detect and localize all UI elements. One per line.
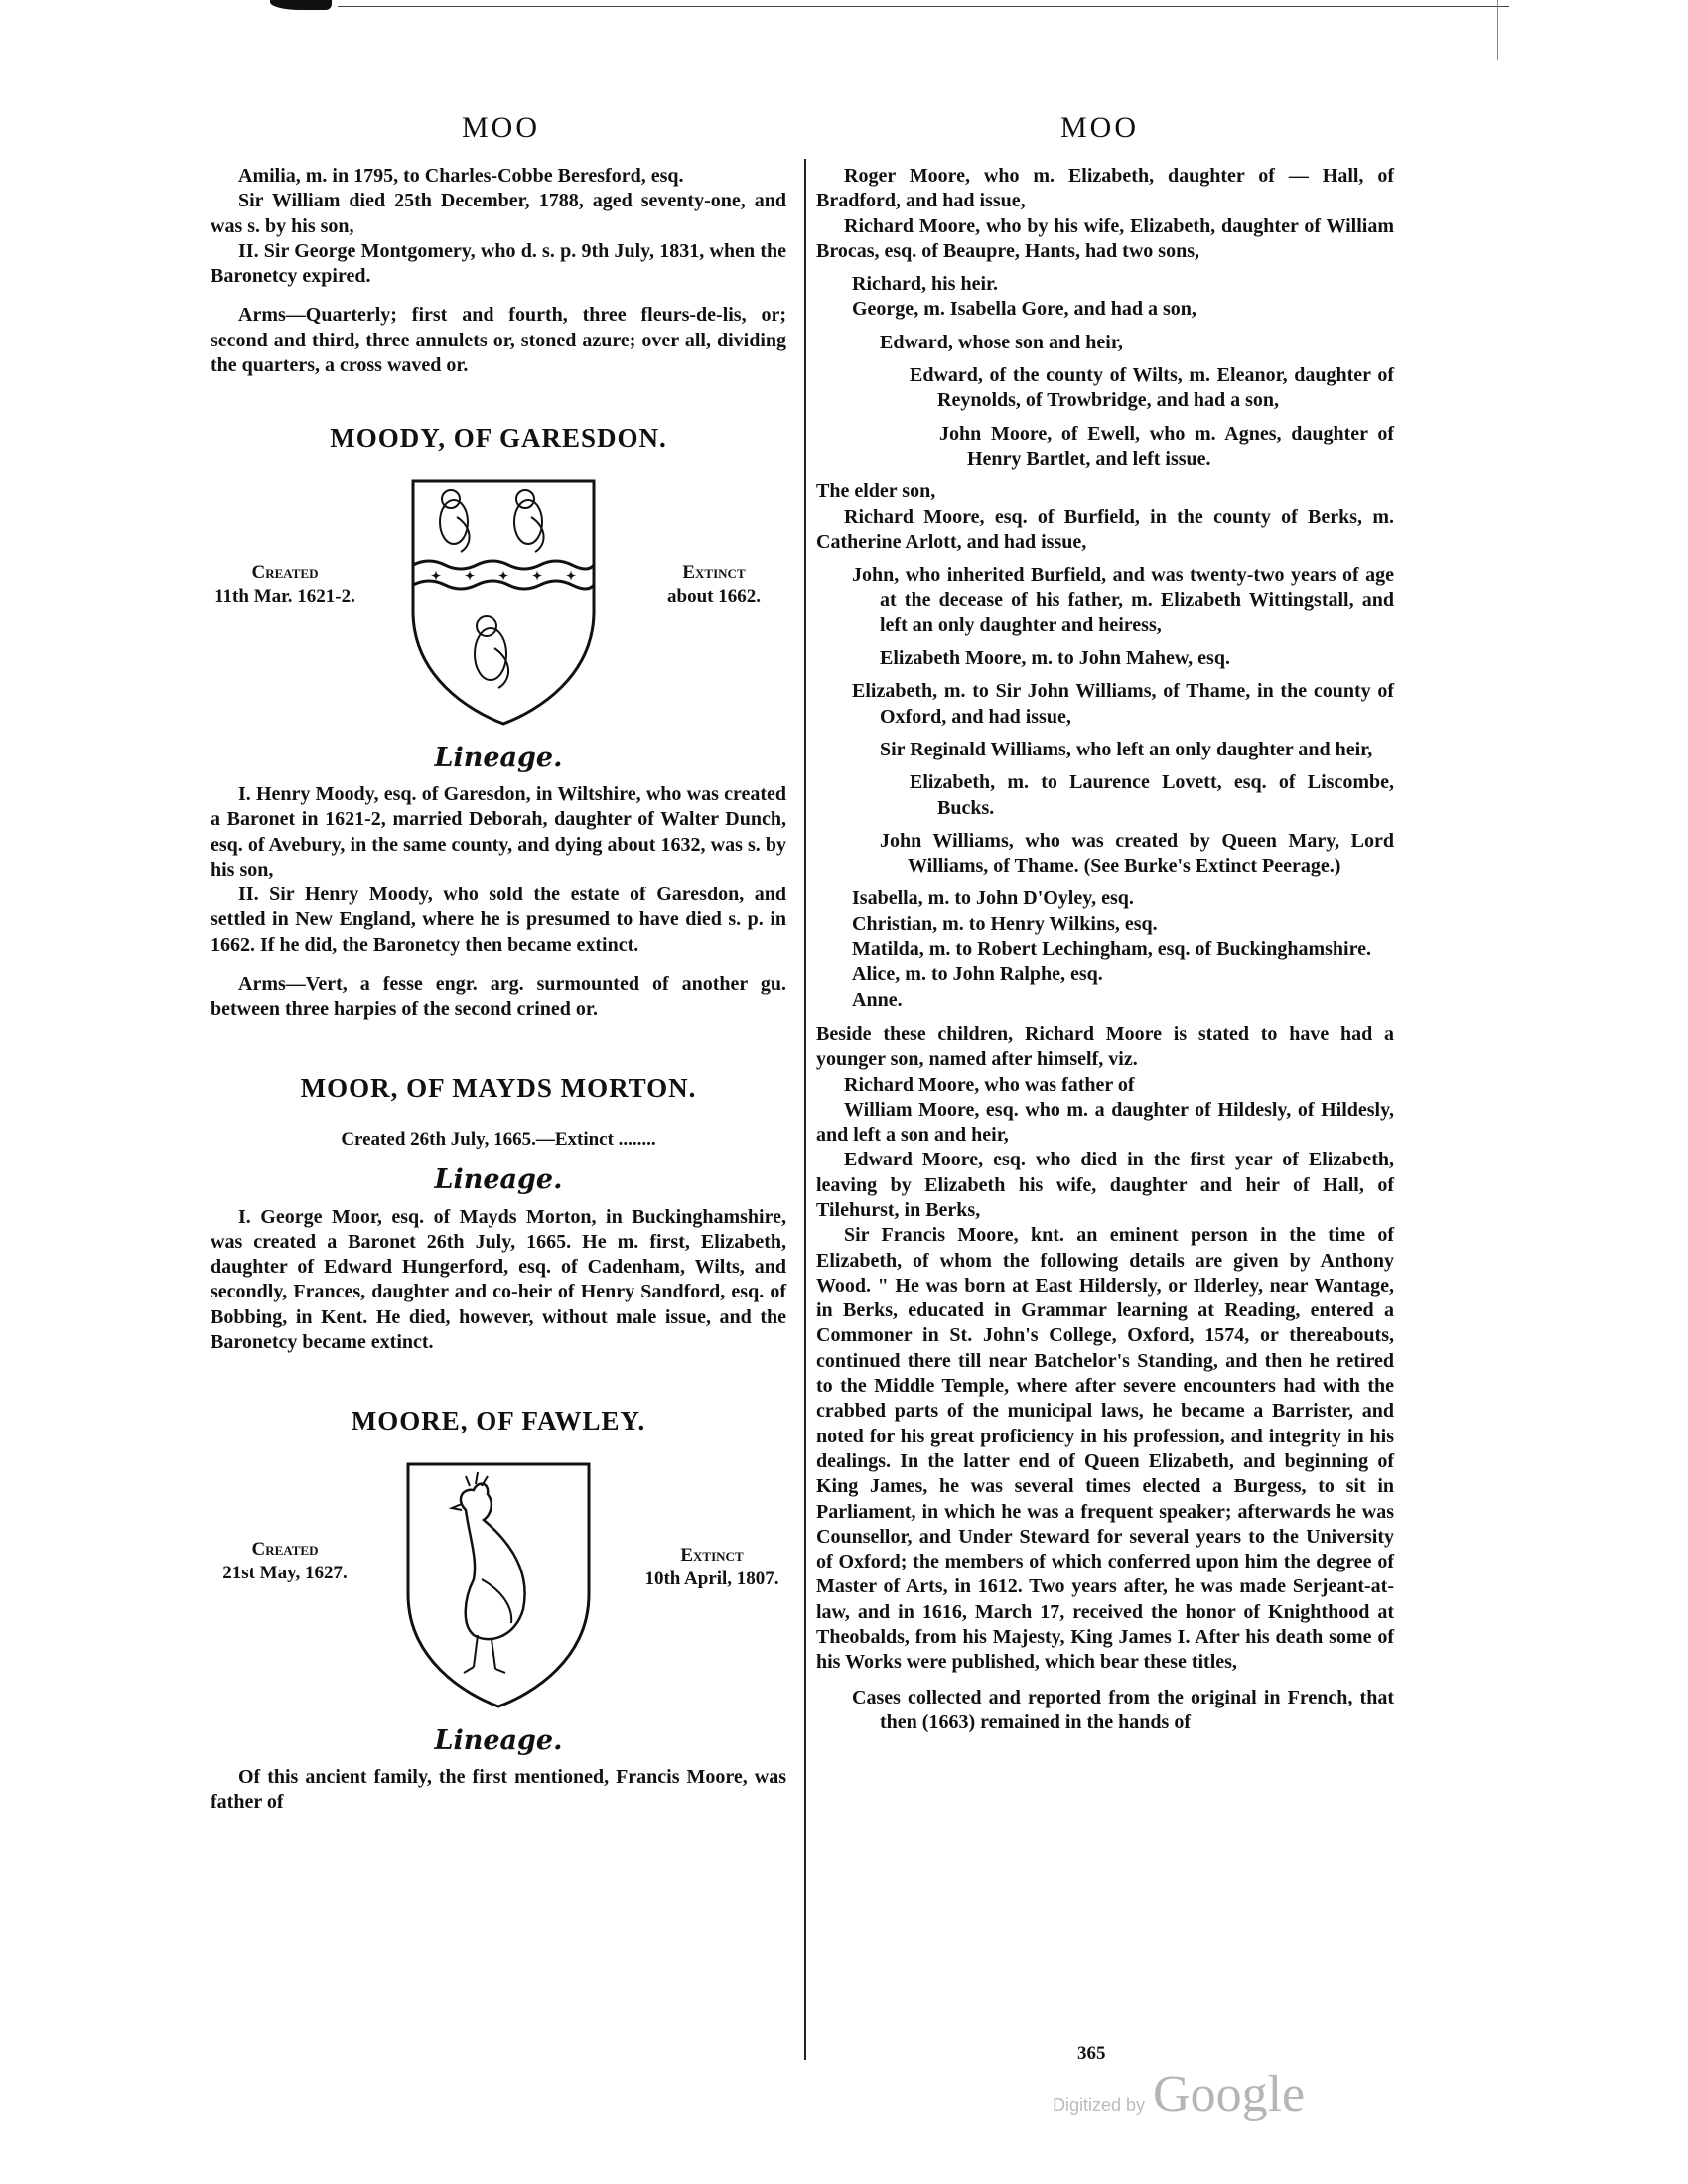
svg-text:✦: ✦: [498, 568, 509, 583]
section-title: MOODY, OF GARESDON.: [330, 423, 667, 454]
genealogy-entry: George, m. Isabella Gore, and had a son,: [852, 298, 1196, 321]
shield-moorcock-icon: [404, 1460, 593, 1708]
page-number: 365: [1077, 2043, 1106, 2064]
genealogy-entry: Alice, m. to John Ralphe, esq.: [852, 963, 1103, 986]
paragraph: I. George Moor, esq. of Mayds Morton, in Buckinghamshire, was created a Baronet 26th July, 1665. He m. first, Elizabeth, daughter of Edward Hungerford, esq. of Cadenham, Wilts, and secondly, Frances, daughter and co-heir of Henry Sandford, esq. of Bobbing, in Kent. He died, however, without male issue, and the Baronetcy became extinct.: [211, 1205, 786, 1354]
svg-text:✦: ✦: [431, 568, 442, 583]
genealogy-entry: Elizabeth, m. to Sir John Williams, of Thame, in the county of Oxford, and had issue,: [852, 680, 1394, 728]
paragraph: Of this ancient family, the first mentioned, Francis Moore, was father of: [211, 1765, 786, 1814]
coat-of-arms-moore: [211, 1460, 786, 1708]
svg-text:✦: ✦: [566, 568, 577, 583]
svg-text:✦: ✦: [532, 568, 543, 583]
genealogy-entry: Edward, whose son and heir,: [880, 331, 1123, 353]
column-divider: [804, 159, 806, 2060]
paragraph: Sir William died 25th December, 1788, aged seventy-one, and was s. by his son,: [211, 190, 786, 237]
genealogy-entry: Sir Reginald Williams, who left an only daughter and heir,: [880, 738, 1373, 760]
genealogy-entry: John Williams, who was created by Queen Mary, Lord Williams, of Thame. (See Burke's Extinct Peerage.): [880, 829, 1394, 878]
genealogy-entry: Richard, his heir.: [852, 273, 999, 296]
lineage-heading: Lineage.: [434, 1724, 563, 1756]
extinct-date: about 1662.: [667, 585, 761, 607]
created-label: Created: [251, 1538, 319, 1560]
paragraph: I. Henry Moody, esq. of Garesdon, in Wiltshire, who was created a Baronet in 1621-2, married Deborah, daughter of Walter Dunch, esq. of Avebury, in the same county, and dying about 1632, was s. by his son,: [211, 782, 786, 881]
paragraph: Sir Francis Moore, knt. an eminent person in the time of Elizabeth, of whom the following details are given by Anthony Wood. " He was born at East Hildersly, or Ilderley, near Wantage, in Berks, educated in Grammar learning at Reading, entered a Commoner in St. John's College, Oxford, 1574, or thereabouts, continued there till near Batchelor's Standing, and then he retired to the Middle Temple, where after severe encounters had with the crabbed parts of the municipal laws, he became a Barrister, and noted for his great proficiency in his profession, and integrity in his dealings. In the latter end of Queen Elizabeth, and beginning of King James, he was several times elected a Burgess, to sit in Parliament, in which he was a frequent speaker; afterwards he was Counsellor, and Under Steward for several years to the University of Oxford; the members of which conferred upon him the degree of Master of Arts, in 1612. Two years after, he was made Serjeant-at-law, and in 1616, March 17, received the honor of Knighthood at Theobalds, from his Majesty, King James I. After his death some of his Works were published, which bear these titles,: [816, 1224, 1394, 1674]
shield-harpies-icon: [409, 478, 598, 726]
top-rule: [338, 6, 1509, 7]
google-logo: Google: [1153, 2066, 1306, 2122]
coat-of-arms-moody: [211, 478, 786, 726]
edge-rule: [1497, 0, 1498, 60]
section-title: MOORE, OF FAWLEY.: [351, 1406, 646, 1436]
genealogy-entry: John, who inherited Burfield, and was twenty-two years of age at the decease of his father, m. Elizabeth Wittingstall, and left an only daughter and heiress,: [852, 564, 1394, 636]
arms-paragraph: Arms—Vert, a fesse engr. arg. surmounted of another gu. between three harpies of the second crined or.: [211, 973, 786, 1021]
created-line: Created 26th July, 1665.—Extinct ........: [341, 1128, 656, 1150]
created-date: 11th Mar. 1621-2.: [214, 585, 355, 607]
ink-mark: [270, 0, 332, 10]
genealogy-entry: Isabella, m. to John D'Oyley, esq.: [852, 887, 1134, 910]
genealogy-entry: John Moore, of Ewell, who m. Agnes, daughter of Henry Bartlet, and left issue.: [939, 422, 1394, 470]
genealogy-entry: Edward, of the county of Wilts, m. Eleanor, daughter of Reynolds, of Trowbridge, and had a son,: [910, 364, 1394, 412]
paragraph: Richard Moore, esq. of Burfield, in the county of Berks, m. Catherine Arlott, and had issue,: [816, 505, 1394, 553]
running-head-left: MOO: [462, 111, 541, 144]
svg-text:✦: ✦: [465, 568, 476, 583]
extinct-label: Extinct: [682, 561, 746, 583]
lineage-heading: Lineage.: [434, 1164, 563, 1196]
extinct-date: 10th April, 1807.: [644, 1568, 779, 1589]
arms-paragraph: Arms—Quarterly; first and fourth, three fleurs-de-lis, or; second and third, three annulets or, stoned azure; over all, dividing the quarters, a cross waved or.: [211, 304, 786, 377]
paragraph: II. Sir Henry Moody, who sold the estate of Garesdon, and settled in New England, where he is presumed to have died s. p. in 1662. If he did, the Baronetcy then became extinct.: [211, 884, 786, 956]
paragraph: William Moore, esq. who m. a daughter of Hildesly, of Hildesly, and left a son and heir,: [816, 1098, 1394, 1147]
left-column: [211, 164, 786, 1816]
section-title: MOOR, OF MAYDS MORTON.: [300, 1072, 697, 1103]
genealogy-entry: Anne.: [852, 988, 903, 1011]
paragraph: Roger Moore, who m. Elizabeth, daughter of — Hall, of Bradford, and had issue,: [816, 165, 1394, 212]
running-head-right: MOO: [1060, 111, 1140, 144]
lineage-heading: Lineage.: [434, 742, 563, 773]
paragraph: Amilia, m. in 1795, to Charles-Cobbe Beresford, esq.: [238, 165, 684, 187]
digitized-watermark: [1053, 2065, 1305, 2123]
paragraph: Richard Moore, who was father of: [844, 1073, 1135, 1096]
genealogy-entry: Matilda, m. to Robert Lechingham, esq. of Buckinghamshire.: [852, 938, 1371, 961]
genealogy-entry: Christian, m. to Henry Wilkins, esq.: [852, 912, 1158, 935]
created-label: Created: [251, 561, 319, 583]
quoted-title: Cases collected and reported from the original in French, that then (1663) remained in the hands of: [852, 1686, 1394, 1733]
genealogy-entry: Elizabeth, m. to Laurence Lovett, esq. of Liscombe, Bucks.: [910, 771, 1394, 819]
digitized-by-text: Digitized by: [1053, 2095, 1146, 2115]
paragraph: Edward Moore, esq. who died in the first year of Elizabeth, leaving by Elizabeth his wife, daughter and heir of Hall, of Tilehurst, in Berks,: [816, 1149, 1394, 1221]
created-date: 21st May, 1627.: [222, 1562, 348, 1583]
paragraph: Beside these children, Richard Moore is stated to have had a younger son, named after himself, viz.: [816, 1023, 1394, 1071]
paragraph: Richard Moore, who by his wife, Elizabeth, daughter of William Brocas, esq. of Beaupre, Hants, had two sons,: [816, 214, 1394, 262]
paragraph: II. Sir George Montgomery, who d. s. p. 9th July, 1831, when the Baronetcy expired.: [211, 239, 786, 288]
paragraph: The elder son,: [816, 480, 936, 503]
genealogy-entry: Elizabeth Moore, m. to John Mahew, esq.: [880, 647, 1230, 670]
extinct-label: Extinct: [680, 1544, 744, 1566]
right-column: [816, 164, 1394, 1735]
